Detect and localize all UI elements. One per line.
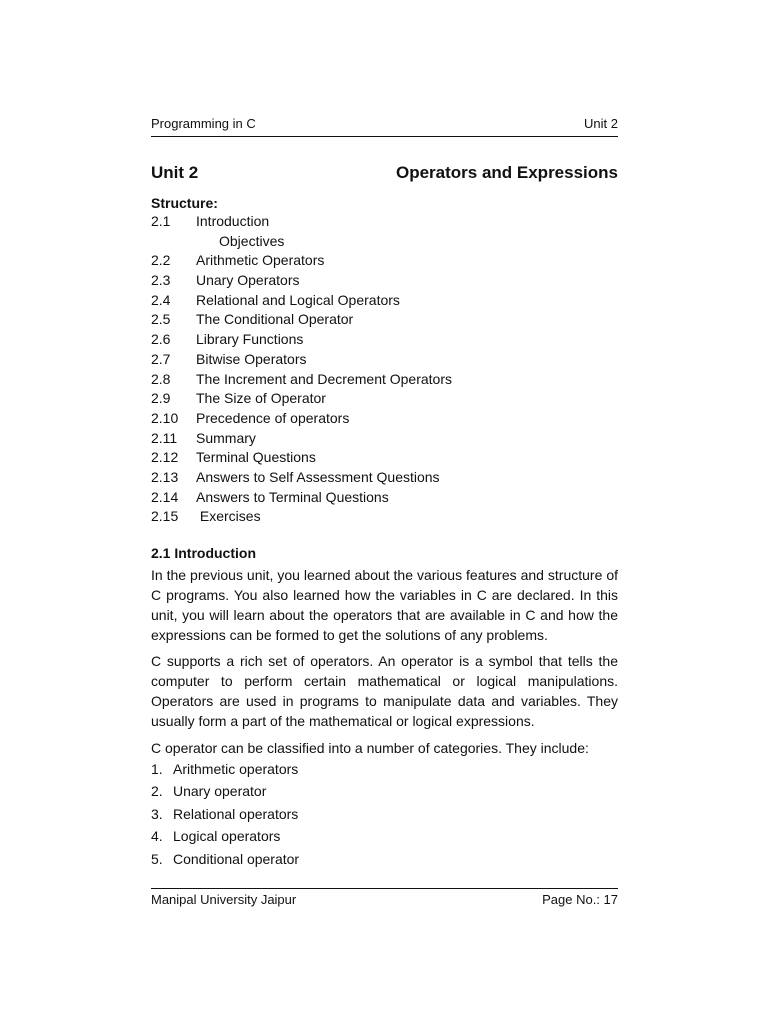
toc-item [151, 409, 618, 429]
structure-label: Structure: [151, 195, 218, 211]
list-text: Arithmetic operators [173, 761, 299, 777]
toc-number: 2.6 [151, 331, 171, 348]
toc-number: 2.11 [151, 429, 178, 446]
toc-item [151, 232, 618, 252]
toc-item [151, 507, 618, 527]
toc-item [151, 251, 618, 271]
toc-text: Summary [196, 429, 256, 446]
toc-number: 2.14 [151, 488, 179, 505]
toc-text: Arithmetic Operators [196, 252, 325, 269]
toc-number: 2.4 [151, 291, 171, 308]
running-header [151, 116, 618, 132]
toc-text: Introduction [196, 213, 270, 229]
list-item [151, 825, 299, 847]
unit-number: Unit 2 [151, 163, 199, 182]
list-number: 4. [151, 828, 163, 845]
toc-number: 2.12 [151, 449, 179, 466]
header-rule [151, 136, 618, 137]
toc-item [151, 271, 618, 291]
toc-text: Library Functions [196, 331, 304, 348]
toc-text: Objectives [219, 232, 285, 249]
unit-title [151, 162, 618, 184]
toc-text: Answers to Self Assessment Questions [196, 468, 440, 485]
toc-number: 2.1 [151, 213, 171, 229]
list-number: 5. [151, 850, 163, 867]
list-number: 1. [151, 761, 163, 777]
toc-number: 2.15 [151, 508, 179, 525]
list-text: Logical operators [173, 828, 281, 845]
running-footer [151, 892, 618, 908]
toc-item [151, 350, 618, 370]
list-number: 2. [151, 783, 163, 800]
toc-item [151, 330, 618, 350]
toc-item [151, 291, 618, 311]
toc-item [151, 370, 618, 390]
toc-number: 2.7 [151, 350, 171, 367]
list-number: 3. [151, 805, 163, 822]
toc-text: Exercises [196, 508, 261, 525]
toc-number: 2.5 [151, 311, 171, 328]
footer-institution: Manipal University Jaipur [151, 892, 297, 907]
toc-text: Precedence of operators [196, 409, 350, 426]
toc-number [151, 232, 196, 252]
toc-item [151, 448, 618, 468]
toc-item [151, 310, 618, 330]
toc-item [151, 429, 618, 449]
toc-number: 2.13 [151, 468, 179, 485]
toc-text: Terminal Questions [196, 449, 316, 466]
toc-item [151, 212, 618, 232]
list-item [151, 803, 299, 825]
intro-paragraph-3: C operator can be classified into a number of categories. They include: [151, 740, 589, 756]
toc-text: The Increment and Decrement Operators [196, 370, 453, 387]
toc-text: Bitwise Operators [196, 350, 307, 367]
list-text: Conditional operator [173, 850, 300, 867]
unit-name: Operators and Expressions [395, 163, 618, 182]
list-item [151, 848, 299, 870]
footer-rule [151, 888, 618, 889]
toc-number: 2.2 [151, 252, 171, 269]
toc-item [151, 468, 618, 488]
page-number: Page No.: 17 [542, 892, 618, 907]
section-heading-introduction: 2.1 Introduction [151, 545, 256, 561]
operator-category-list [151, 758, 299, 870]
toc-number: 2.8 [151, 370, 171, 387]
header-unit-label: Unit 2 [584, 116, 618, 131]
intro-paragraph-2: C supports a rich set of operators. An operator is a symbol that tells the computer to perform certain mathematical or logical manipulations. Operators are used in programs to manipulate data and variables. They usually form a part of the mathematical or logical expressions. [151, 653, 618, 729]
list-text: Unary operator [173, 783, 267, 800]
toc-number: 2.9 [151, 390, 171, 407]
toc-text: The Conditional Operator [196, 311, 354, 328]
toc-number: 2.3 [151, 272, 171, 289]
list-text: Relational operators [173, 805, 299, 822]
toc-text: The Size of Operator [196, 390, 326, 407]
toc-text: Answers to Terminal Questions [196, 488, 389, 505]
toc-text: Relational and Logical Operators [196, 291, 400, 308]
toc-number: 2.10 [151, 409, 179, 426]
header-book-title: Programming in C [151, 116, 256, 131]
toc-item [151, 488, 618, 508]
toc-item [151, 389, 618, 409]
intro-paragraph-1: In the previous unit, you learned about the various features and structure of C programs. You also learned how the variables in C are declared. In this unit, you will learn about the operators that are available in C and how the expressions can be formed to get the solutions of any problems. [151, 567, 618, 643]
list-item [151, 780, 299, 802]
structure-list [151, 212, 618, 527]
list-item [151, 758, 299, 780]
toc-text: Unary Operators [196, 272, 300, 289]
